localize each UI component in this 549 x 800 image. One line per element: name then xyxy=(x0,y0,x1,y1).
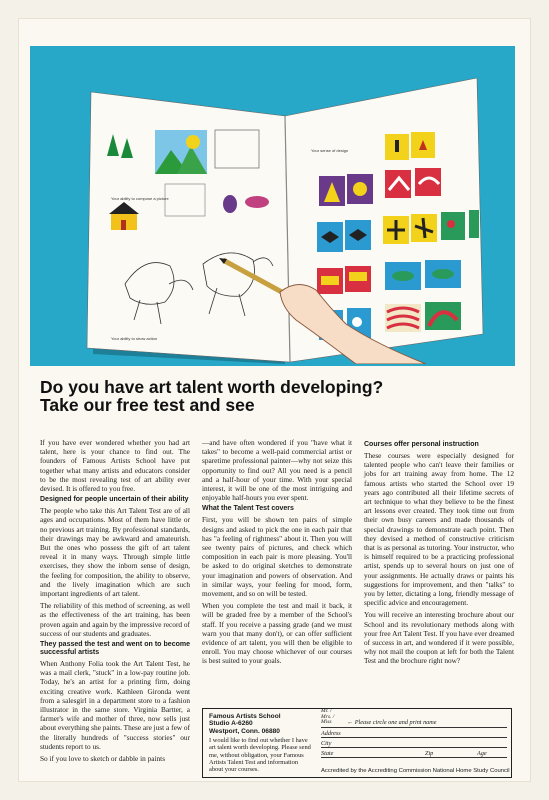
caption-compose: Your ability to compose a picture xyxy=(111,196,169,201)
salutation-options: Mr. / Mrs. / Miss xyxy=(321,708,335,726)
coupon-school-info xyxy=(209,713,311,773)
city-field[interactable] xyxy=(321,739,507,748)
paragraph: The reliability of this method of screening, as well as the effectiveness of the art training, has been proven again and again by the impressive record of success of our students and graduates. xyxy=(40,601,190,638)
school-address: Westport, Conn. 06880 xyxy=(209,727,280,735)
accreditation-note: Accredited by the Accrediting Commission National Home Study Council xyxy=(321,767,510,774)
state-zip-age-field[interactable] xyxy=(321,749,507,758)
studio-code: Studio A-6260 xyxy=(209,720,253,728)
hero-illustration xyxy=(30,46,515,366)
subheading: Designed for people uncertain of their ability xyxy=(40,496,189,504)
subheading: What the Talent Test covers xyxy=(202,505,294,513)
paragraph: So if you love to sketch or dabble in paints xyxy=(40,754,166,764)
column-2 xyxy=(202,438,352,669)
age-label: Age xyxy=(477,749,487,757)
name-field[interactable] xyxy=(321,708,507,728)
paragraph: You will receive an interesting brochure about our School and its revolutionary methods along with your free Art Talent Test. If you have ever dreamed of success in art, and wondered if it were possible, why not mail the coupon at left for both the Talent Test and the brochure right now? xyxy=(364,610,514,666)
school-name: Famous Artists School xyxy=(209,713,281,720)
name-hint: ← Please circle one and print name xyxy=(347,718,437,726)
address-field[interactable] xyxy=(321,729,507,738)
state-label: State xyxy=(321,749,334,757)
city-label: City xyxy=(321,739,332,747)
zip-label: Zip xyxy=(425,749,434,757)
open-workbook-illustration xyxy=(85,64,485,364)
paragraph: First, you will be shown ten pairs of simple designs and asked to pick the one in each pair that has "a feeling of rightness" about it. Then you will see twenty pairs of pictures, and check which composition in each pair is more pleasing. You'll be asked to do original sketches to demonstrate your imagination and powers of observation. And in similar ways, your feeling for mood, form, movement, and so on will be tested. xyxy=(202,515,352,599)
paragraph: When you complete the test and mail it back, it will be graded free by a member of the School's staff. If you receive a passing grade (and we must warn you that many don't), or can offer sufficient evidence of art talent, you will then be eligible to enroll. You may choose whichever of our courses is best suited to your goals. xyxy=(202,601,352,666)
subheading: They passed the test and went on to become successful artists xyxy=(40,641,190,657)
caption-action: Your ability to show action xyxy=(111,336,158,341)
column-1 xyxy=(40,438,190,766)
mail-in-coupon[interactable] xyxy=(202,708,512,778)
subheading: Courses offer personal instruction xyxy=(364,441,479,448)
headline-line-1: Do you have art talent worth developing? xyxy=(40,377,384,397)
headline-line-2: Take our free test and see xyxy=(40,395,255,415)
ad-headline xyxy=(40,378,510,414)
coupon-form[interactable] xyxy=(321,708,507,759)
address-label: Address xyxy=(321,729,341,737)
paragraph: If you have ever wondered whether you had art talent, here is your chance to find out. The founders of Famous Artists School have put together what many artists and educators consider to be the most revealing test of art ability ever devised. It is offered to you free. xyxy=(40,438,190,494)
coupon-request-text: I would like to find out whether I have art talent worth developing. Please send me, without obligation, your Famous Artists Talent Test and information about your courses. xyxy=(209,737,311,774)
paragraph: The people who take this Art Talent Test are of all ages and occupations. Most of them have little or no previous art training. By professional standards, their drawings may be awkward and amateurish. But the ones who possess the gift of art talent reveal it in many ways. Through simple little exercises, they show the inborn sense of design, the feeling for composition, the ability to observe, and the lively imagination which are such important ingredients of art talent. xyxy=(40,506,190,599)
column-3 xyxy=(364,438,514,669)
paragraph: These courses were especially designed for talented people who can't leave their families or jobs for art training away from home. The 12 famous artists who started the School over 19 years ago contributed all their lifetime secrets of art technique to what they believe to be the finest art lessons ever created. They took time out from their own busy careers and made thousands of special drawings to demonstrate each point. Then they devised a method of constructive criticism that is as personal as tutoring. Your instructor, who is himself required to be a practicing professional artist, spends up to several hours on just one of your assignments. He actually draws or paints his suggestions for improvement, and then "talks" to you by letter, dictating a long, friendly message of specific advice and encouragement. xyxy=(364,451,514,608)
paragraph: When Anthony Folia took the Art Talent Test, he was a mail clerk, "stuck" in a low-pay routine job. Today, he's an artist for a printing firm, doing exciting creative work. Kathleen Gironda went from a salesgirl in a department store to a fashion illustrator in the same store. Virginia Bartter, a farmer's wife and mother of three, now sells just about everything she paints. These are just a few of the literally hundreds of "success stories" our students report to us. xyxy=(40,659,190,751)
paragraph: —and have often wondered if you "have what it takes" to become a well-paid commercial artist or sparetime professional painter—why not seize this opportunity to find out? All you need is a pencil and a half-hour of your time. With your special interest, it will be one of the most intriguing and enjoyable half-hours you ever spent. xyxy=(202,438,352,503)
caption-design: Your sense of design xyxy=(311,148,349,153)
